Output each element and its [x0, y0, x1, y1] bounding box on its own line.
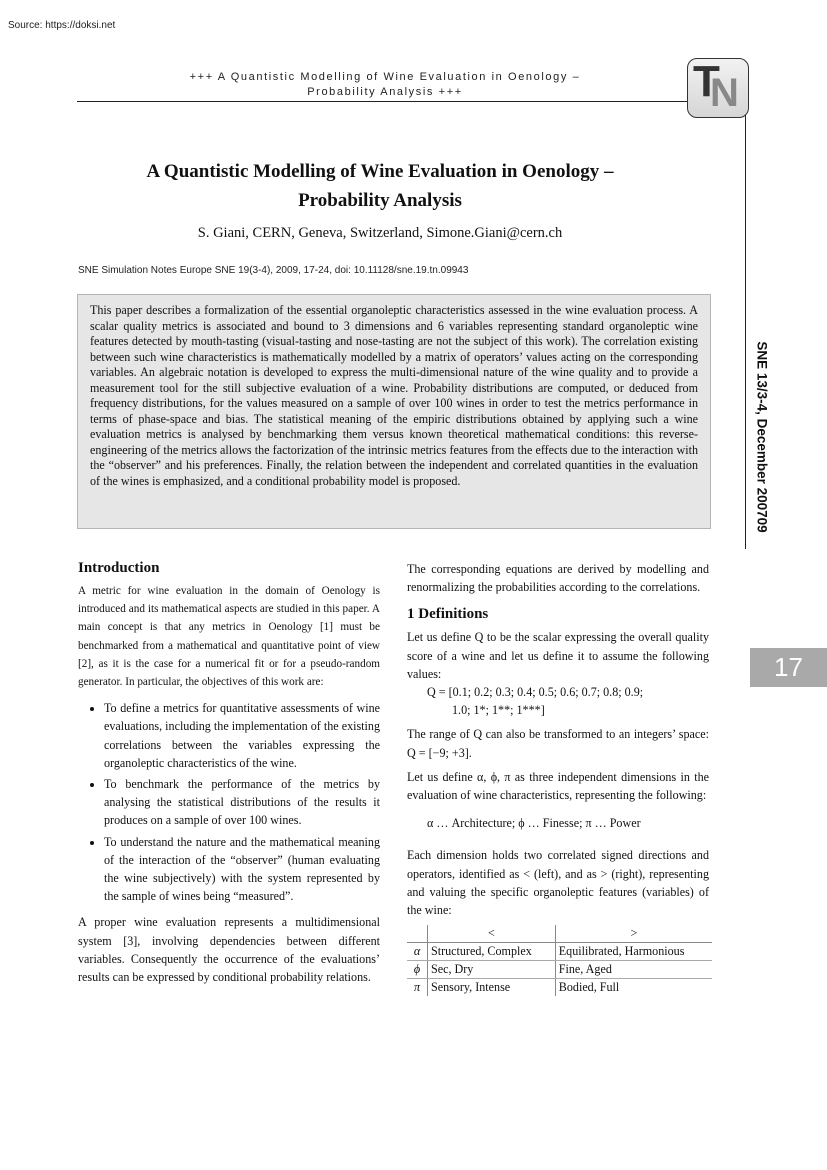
table-cell: Fine, Aged	[555, 961, 712, 979]
table-cell: Bodied, Full	[555, 979, 712, 997]
intro-paragraph-2: A proper wine evaluation represents a multidimensional system [3], involving dependencies between different variables. Consequently the occurrence of the evaluations’ results can be expressed by conditional probability relations.	[78, 915, 380, 985]
authors: S. Giani, CERN, Geneva, Switzerland, Simone.Giani@cern.ch	[197, 225, 563, 241]
definitions-heading: 1 Definitions	[407, 606, 489, 623]
tn-logo	[687, 58, 749, 118]
running-head-line2: Probability Analysis +++	[307, 86, 463, 98]
left-column	[78, 558, 380, 986]
equation-line-1: Q = [0.1; 0.2; 0.3; 0.4; 0.5; 0.6; 0.7; 0.8; 0.9;	[427, 685, 644, 700]
list-item: • To benchmark the performance of the metrics by analysing the statistical distributions of the results it produces on a sample of over 100 wines.	[104, 775, 380, 830]
variables-table	[407, 925, 712, 996]
table-cell: Structured, Complex	[428, 943, 556, 961]
right-paragraph-0: The corresponding equations are derived by modelling and renormalizing the probabilities according to the correlations.	[407, 562, 709, 595]
journal-sidebar	[742, 322, 782, 552]
list-item: • To understand the nature and the mathematical meaning of the interaction of the “observer” (human evaluating the wine subjectively) with the system represented by the sample of wines being “measured”.	[104, 833, 380, 906]
table-cell: Sensory, Intense	[428, 979, 556, 997]
title-line1: A Quantistic Modelling of Wine Evaluation in Oenology –	[146, 161, 614, 182]
sidebar-text: SNE 13/3-4, December 200709	[754, 341, 770, 533]
table-row	[407, 979, 712, 997]
table-cell: Equilibrated, Harmonious	[555, 943, 712, 961]
table-row	[407, 961, 712, 979]
header-rule	[77, 101, 745, 102]
right-paragraph-4: Each dimension holds two correlated signed directions and operators, identified as < (left), and as > (right), representing and valuing the specific organoleptic features (variables) of the wine:	[407, 848, 709, 918]
title-line2: Probability Analysis	[298, 190, 462, 211]
table-cell: π	[413, 980, 421, 995]
citation: SNE Simulation Notes Europe SNE 19(3-4), 2009, 17-24, doi: 10.11128/sne.19.tn.09943	[78, 265, 469, 276]
table-header: >	[555, 925, 712, 943]
objectives-list	[78, 699, 380, 905]
table-cell: α	[407, 943, 428, 961]
intro-heading: Introduction	[78, 560, 160, 576]
table-row	[407, 943, 712, 961]
right-paragraph-2: The range of Q can also be transformed to an integers’ space: Q = [−9; +3].	[407, 727, 709, 760]
page-number: 17	[750, 648, 827, 687]
table-header: <	[428, 925, 556, 943]
right-column	[407, 560, 709, 996]
running-head	[150, 70, 620, 100]
running-head-line1: +++ A Quantistic Modelling of Wine Evaluation in Oenology –	[189, 71, 581, 83]
table-cell: ϕ	[407, 961, 428, 979]
intro-paragraph-1: A metric for wine evaluation in the domain of Oenology is introduced and its mathematical aspects are studied in this paper. A main concept is that any metrics in Oenology [1] must be benchmarked from a mathematical and quantitative point of view [2], as it is the case for a numerical fit or for a pseudo-random generator. In particular, the objectives of this work are:	[78, 585, 380, 689]
paper-title	[90, 157, 670, 215]
equation-line-2: 1.0; 1*; 1**; 1***]	[452, 703, 545, 718]
table-cell: Sec, Dry	[428, 961, 556, 979]
list-item: • To define a metrics for quantitative assessments of wine evaluations, including the implementation of the existing correlations between the variables expressing the organoleptic characteristics of the wine.	[104, 699, 380, 772]
logo-t: T	[693, 58, 720, 106]
right-paragraph-3: Let us define α, ϕ, π as three independent dimensions in the evaluation of wine characteristics, representing the following:	[407, 769, 709, 803]
right-paragraph-1: Let us define Q to be the scalar expressing the overall quality score of a wine and let us define it to assume the following values:	[407, 630, 709, 681]
logo-n: N	[710, 71, 739, 115]
dimensions-line: α … Architecture; ϕ … Finesse; π … Power	[427, 816, 641, 831]
table-header	[407, 925, 428, 943]
source-label: Source: https://doksi.net	[8, 20, 116, 31]
abstract-box: This paper describes a formalization of the essential organoleptic characteristics assessed in the wine evaluation process. A scalar quality metrics is associated and bound to 3 dimensions and 6 variables representing standard organoleptic wine features detected by mouth-tasting (visual-tasting and nose-tasting are not the subject of this work). The correlation existing between such wine characteristics is mathematically modelled by a matrix of operators’ values acting on the corresponding variables. An algebraic notation is developed to express the multi-dimensional nature of the wine quality and to provide a measurement tool for the still subjective evaluation of a wine. Probability distributions are computed, or deduced from frequency distributions, for the values measured on a sample of over 100 wines in order to test the metrics performance in terms of phase-space and bias. The statistical meaning of the empiric distributions obtained by applying such a wine evaluation metrics is analysed by benchmarking them versus known theoretical mathematical conditions: this reverse-engineering of the metrics allows the factorization of the intrinsic metrics features from the effects due to the interaction with the “observer” and his preferences. Finally, the relation between the independent and correlated quantities in the evaluation of the wines is emphasized, and a conditional probability model is proposed.	[77, 294, 711, 529]
